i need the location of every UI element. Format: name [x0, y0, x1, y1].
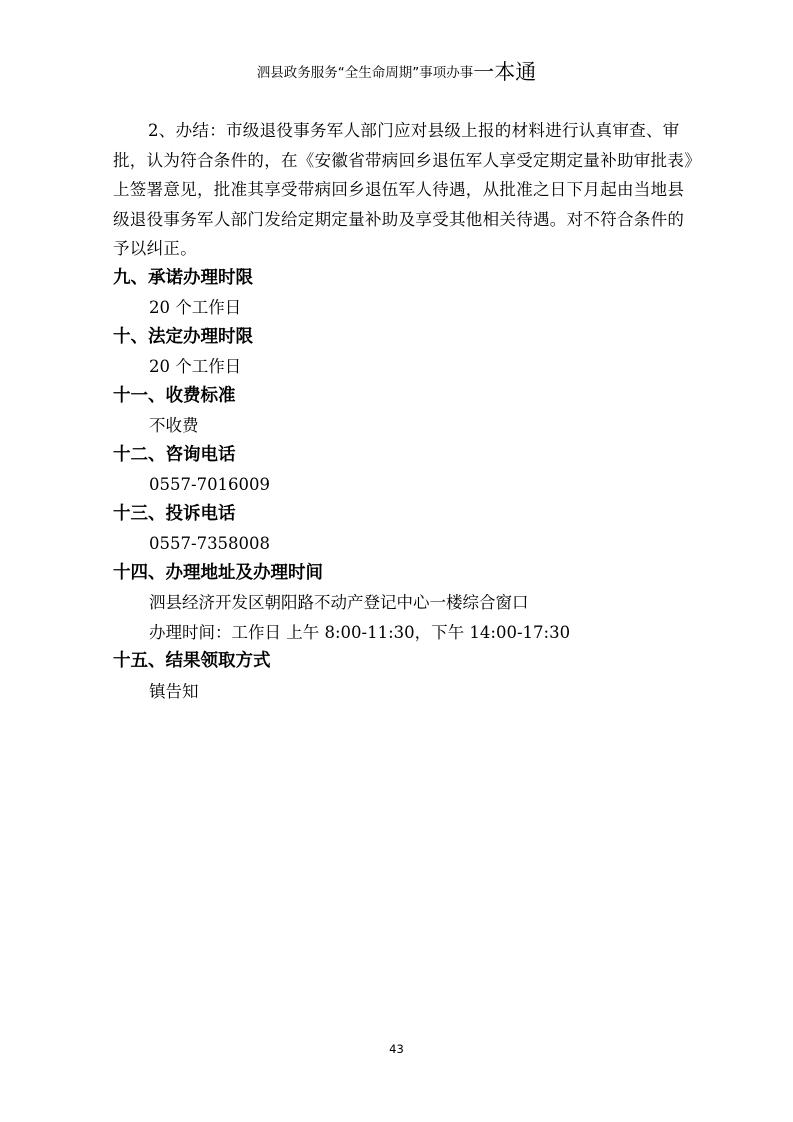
section-fee-standard — [113, 382, 693, 441]
section-promised-time — [113, 264, 693, 323]
section-complaint-phone — [113, 500, 693, 559]
office-hours: 办理时间：工作日 上午 8:00-11:30，下午 14:00-17:30 — [149, 622, 571, 642]
section-line: 不收费 — [149, 416, 199, 435]
header-text: 泗县政务服务“全生命周期”事项办事 — [256, 65, 474, 81]
complaint-phone-number: 0557-7358008 — [149, 534, 271, 553]
inquiry-phone-number: 0557-7016009 — [149, 475, 271, 494]
section-result-collection — [113, 647, 693, 706]
header-emphasis: 一本通 — [473, 60, 537, 84]
section-title: 十、法定办理时限 — [113, 326, 253, 347]
section-title: 十四、办理地址及办理时间 — [113, 562, 323, 583]
section-inquiry-phone — [113, 441, 693, 500]
intro-paragraph: 2、办结：市级退役事务军人部门应对县级上报的材料进行认真审查、审批，认为符合条件的，在《安徽省带病回乡退伍军人享受定期定量补助审批表》上签署意见，批准其享受带病回乡退伍军人待遇，从批准之日下月起由当地县级退役事务军人部门发给定期定量补助及享受其他相关待遇。对不符合条件的予以纠正。 — [113, 121, 693, 258]
office-address: 泗县经济开发区朝阳路不动产登记中心一楼综合窗口 — [149, 593, 529, 612]
section-line: 镇告知 — [149, 681, 199, 701]
section-title: 十二、咨询电话 — [113, 444, 236, 465]
page-number: 43 — [389, 1042, 404, 1056]
section-legal-time — [113, 323, 693, 382]
document-body — [113, 116, 693, 706]
section-line: 20 个工作日 — [149, 298, 242, 317]
section-title: 十一、收费标准 — [113, 385, 236, 406]
section-title: 十五、结果领取方式 — [113, 651, 271, 671]
page-header — [0, 60, 793, 85]
section-address-hours — [113, 559, 693, 648]
section-line: 20 个工作日 — [149, 357, 242, 376]
section-title: 九、承诺办理时限 — [113, 267, 253, 288]
section-title: 十三、投诉电话 — [113, 503, 236, 524]
